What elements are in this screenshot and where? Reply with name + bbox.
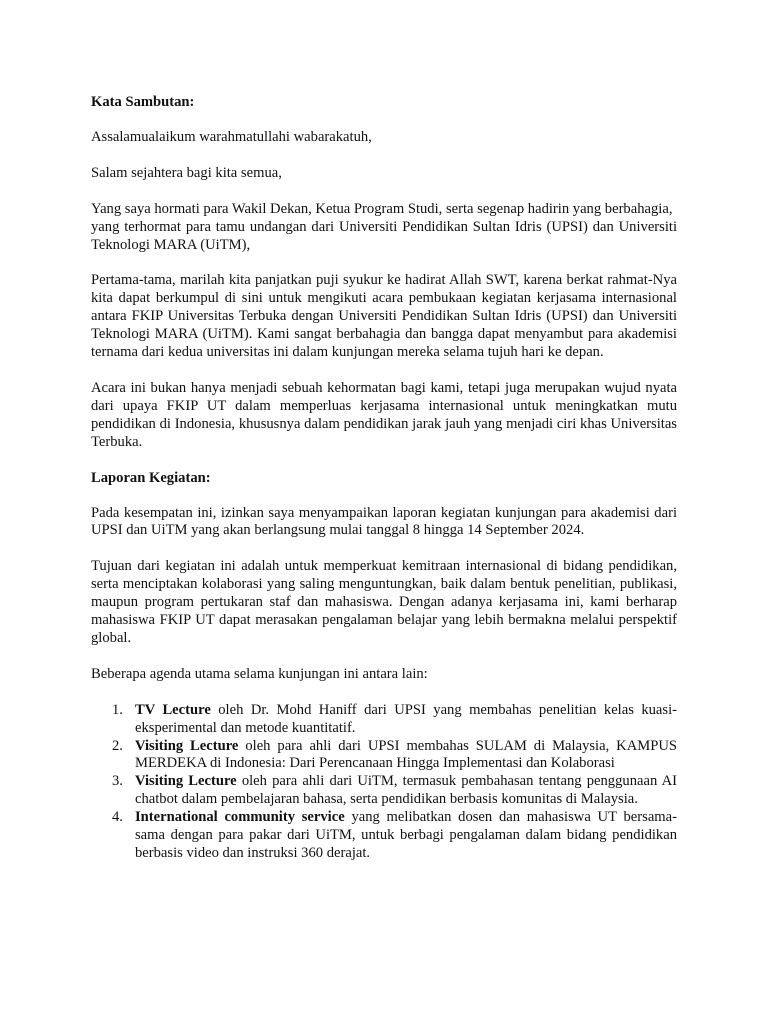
kata-sambutan-heading: Kata Sambutan: [91,94,195,110]
agenda-lead: International community service [135,809,345,826]
paragraph-purpose: Tujuan dari kegiatan ini adalah untuk memperkuat kemitraan internasional di bidang pendidikan, serta menciptakan kolaborasi yang saling menguntungkan, baik dalam bentuk penelitian, publikasi, maupun program pertukaran staf dan mahasiswa. Dengan adanya kerjasama ini, kami berharap mahasiswa FKIP UT dapat merasakan pengalaman belajar yang lebih bermakna melalui perspektif global. [91,558,677,646]
agenda-item [91,773,677,809]
paragraph-agenda-intro: Beberapa agenda utama selama kunjungan ini antara lain: [91,665,428,682]
document-page [91,94,677,863]
agenda-text: yang melibatkan dosen dan mahasiswa UT bersama-sama dengan para pakar dari UiTM, untuk berbagi pengalaman dalam bidang pendidikan berbasis video dan instruksi 360 derajat. [135,809,677,861]
paragraph-opening: Pertama-tama, marilah kita panjatkan puji syukur ke hadirat Allah SWT, karena berkat rahmat-Nya kita dapat berkumpul di sini untuk mengikuti acara pembukaan kegiatan kerjasama internasional antara FKIP Universitas Terbuka dengan Universiti Pendidikan Sultan Idris (UPSI) dan Universiti Teknologi MARA (UiTM). Kami sangat berbahagia dan bangga dapat menyambut para akademisi ternama dari kedua universitas ini dalam kunjungan mereka selama tujuh hari ke depan. [91,272,677,361]
agenda-item [91,809,677,863]
agenda-number: 3. [112,773,123,790]
paragraph-honor: Acara ini bukan hanya menjadi sebuah kehormatan bagi kami, tetapi juga merupakan wujud nyata dari upaya FKIP UT dalam memperluas kerjasama internasional untuk meningkatkan mutu pendidikan di Indonesia, khususnya dalam pendidikan jarak jauh yang menjadi ciri khas Universitas Terbuka. [91,379,677,450]
agenda-item [91,738,677,774]
agenda-text: oleh para ahli dari UiTM, termasuk pembahasan tentang penggunaan AI chatbot dalam pembelajaran bahasa, serta pendidikan berbasis komunitas di Malaysia. [135,773,678,808]
honorific-line-2: yang terhormat para tamu undangan dari Universiti Pendidikan Sultan Idris (UPSI) dan Universiti Teknologi MARA (UiTM), [91,218,677,253]
agenda-text: oleh para ahli dari UPSI membahas SULAM di Malaysia, KAMPUS MERDEKA di Indonesia: Dari Perencanaan Hingga Implementasi dan Kolaborasi [135,737,677,772]
greeting-assalamualaikum: Assalamualaikum warahmatullahi wabarakatuh, [91,128,372,145]
greeting-salam-sejahtera: Salam sejahtera bagi kita semua, [91,164,282,181]
agenda-list [91,702,677,863]
honorific-line-1: Yang saya hormati para Wakil Dekan, Ketua Program Studi, serta segenap hadirin yang berbahagia, [91,200,673,217]
agenda-number: 2. [112,737,123,754]
agenda-text: oleh Dr. Mohd Haniff dari UPSI yang membahas penelitian kelas kuasi-eksperimental dan metode kuantitatif. [135,701,678,736]
agenda-number: 4. [112,809,123,826]
agenda-number: 1. [112,701,123,718]
agenda-lead: Visiting Lecture [135,773,237,790]
agenda-item [91,702,677,738]
agenda-lead: Visiting Lecture [135,737,239,754]
laporan-kegiatan-heading: Laporan Kegiatan: [91,469,211,486]
honorifics-block [91,201,677,255]
agenda-lead: TV Lecture [135,701,211,718]
paragraph-report-intro: Pada kesempatan ini, izinkan saya menyampaikan laporan kegiatan kunjungan para akademisi dari UPSI dan UiTM yang akan berlangsung mulai tanggal 8 hingga 14 September 2024. [91,504,677,539]
